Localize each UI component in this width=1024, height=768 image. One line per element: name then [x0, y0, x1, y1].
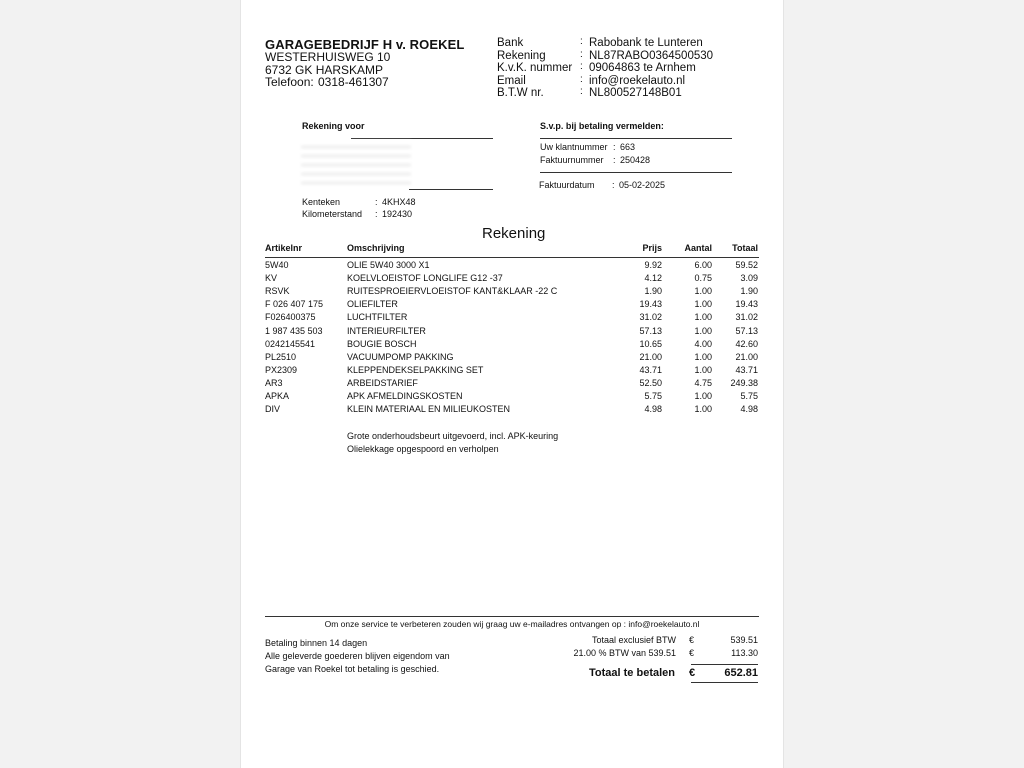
payment-term: Garage van Roekel tot betaling is geschied.	[265, 664, 440, 674]
item-code: APKA	[265, 391, 290, 401]
item-description: VACUUMPOMP PAKKING	[347, 351, 454, 362]
bank-info-value: NL87RABO0364500530	[589, 49, 714, 62]
mileage-value: 192430	[382, 209, 413, 219]
item-price: 5.75	[644, 391, 662, 401]
work-note: Grote onderhoudsbeurt uitgevoerd, incl. APK-keuring	[347, 431, 559, 441]
item-description: KOELVLOEISTOF LONGLIFE G12 -37	[347, 273, 503, 284]
header-price: Prijs	[642, 243, 662, 253]
invoice-date: 05-02-2025	[619, 180, 666, 190]
item-quantity: 4.75	[694, 377, 712, 388]
plate-value: 4KHX48	[382, 197, 416, 207]
document-title: Rekening	[482, 225, 546, 242]
item-code: KV	[265, 273, 278, 284]
footer-rule	[265, 616, 759, 617]
item-code: PL2510	[265, 351, 297, 362]
item-quantity: 4.00	[694, 338, 712, 349]
header-description: Omschrijving	[347, 243, 405, 253]
item-price: 57.13	[639, 325, 662, 336]
item-price: 31.02	[639, 312, 662, 323]
item-price: 4.12	[644, 273, 662, 284]
item-quantity: 1.00	[694, 325, 712, 336]
header-code: Artikelnr	[265, 243, 303, 253]
invoice-page	[241, 0, 783, 768]
bank-info-label: Rekening	[497, 49, 546, 62]
invoice-label: Faktuurnummer	[540, 155, 604, 165]
item-price: 1.90	[644, 286, 662, 297]
item-total: 57.13	[735, 325, 758, 336]
item-quantity: 6.00	[694, 260, 712, 270]
item-description: ARBEIDSTARIEF	[347, 377, 418, 388]
header-total: Totaal	[732, 243, 758, 253]
invoice-colon: :	[613, 155, 616, 165]
item-code: PX2309	[265, 364, 298, 375]
mileage-label: Kilometerstand	[302, 209, 363, 219]
item-code: 1 987 435 503	[265, 325, 323, 336]
customer-label: Uw klantnummer	[540, 142, 608, 152]
bank-info-colon: :	[580, 36, 583, 47]
bank-info-label: Bank	[497, 37, 524, 49]
item-quantity: 1.00	[694, 404, 712, 415]
item-description: OLIEFILTER	[347, 299, 398, 310]
customer-colon: :	[613, 142, 616, 152]
excl-label: Totaal exclusief BTW	[591, 635, 676, 645]
excl-value: 539.51	[730, 635, 758, 645]
bank-info-label: Email	[497, 74, 526, 87]
company-phone: 0318-461307	[318, 75, 389, 89]
excl-currency: €	[689, 635, 695, 645]
service-note: Om onze service te verbeteren zouden wij graag uw e-mailadres ontvangen op : info@roekelauto.nl	[324, 619, 700, 629]
payment-bottom-rule	[540, 172, 732, 173]
item-price: 21.00	[639, 351, 662, 362]
work-note: Olielekkage opgespoord en verholpen	[347, 444, 499, 454]
date-label: Faktuurdatum	[539, 180, 595, 190]
item-quantity: 1.00	[694, 299, 712, 310]
item-price: 52.50	[639, 377, 662, 388]
item-price: 43.71	[639, 364, 662, 375]
item-price: 19.43	[639, 299, 662, 310]
company-street: WESTERHUISWEG 10	[265, 50, 391, 64]
bank-info-value: 09064863 te Arnhem	[589, 62, 696, 75]
payment-term: Betaling binnen 14 dagen	[265, 638, 368, 648]
payment-top-rule	[540, 138, 732, 139]
bank-info-label: K.v.K. nummer	[497, 62, 573, 75]
item-description: KLEPPENDEKSELPAKKING SET	[347, 364, 484, 375]
bank-info-colon: :	[580, 48, 583, 60]
vat-currency: €	[689, 648, 695, 658]
item-total: 31.02	[735, 312, 758, 323]
item-total: 43.71	[735, 364, 758, 375]
invoice-number: 250428	[620, 155, 651, 165]
item-total: 4.98	[740, 404, 758, 415]
payment-heading: S.v.p. bij betaling vermelden:	[540, 121, 664, 131]
customer-number: 663	[620, 142, 636, 152]
item-description: KLEIN MATERIAAL EN MILIEUKOSTEN	[347, 404, 511, 415]
item-price: 9.92	[644, 260, 662, 270]
item-total: 249.38	[730, 377, 758, 388]
item-description: INTERIEURFILTER	[347, 325, 426, 336]
item-code: AR3	[265, 377, 283, 388]
bank-info-label: B.T.W nr.	[497, 87, 544, 100]
total-bottom-rule	[691, 682, 758, 683]
item-quantity: 1.00	[694, 364, 712, 375]
item-total: 1.90	[740, 286, 758, 297]
item-price: 10.65	[639, 338, 662, 349]
item-description: BOUGIE BOSCH	[347, 338, 417, 349]
item-quantity: 1.00	[694, 351, 712, 362]
address-bottom-rule	[409, 189, 493, 190]
item-code: RSVK	[265, 286, 290, 297]
item-quantity: 0.75	[694, 273, 712, 284]
item-total: 19.43	[735, 299, 758, 310]
item-description: LUCHTFILTER	[347, 312, 408, 323]
bank-info-colon: :	[580, 86, 583, 98]
bank-info-value: NL800527148B01	[589, 87, 682, 100]
plate-colon: :	[375, 197, 378, 207]
item-total: 59.52	[735, 260, 758, 270]
plate-label: Kenteken	[302, 197, 341, 207]
item-price: 4.98	[644, 404, 662, 415]
grand-total-value: 652.81	[724, 667, 758, 679]
grand-total-currency: €	[689, 667, 696, 679]
payment-term: Alle geleverde goederen blijven eigendom van	[265, 651, 450, 661]
company-city: 6732 GK HARSKAMP	[265, 63, 384, 77]
vat-value: 113.30	[731, 648, 758, 658]
mileage-colon: :	[375, 209, 378, 219]
item-total: 42.60	[735, 338, 758, 349]
bank-info-value: info@roekelauto.nl	[589, 74, 686, 87]
billing-heading: Rekening voor	[302, 121, 365, 131]
bank-info-colon: :	[580, 61, 583, 73]
header-quantity: Aantal	[684, 243, 712, 253]
bank-info-colon: :	[580, 73, 583, 85]
item-total: 21.00	[735, 351, 758, 362]
item-quantity: 1.00	[694, 312, 712, 323]
header-rule	[265, 257, 759, 258]
item-total: 5.75	[740, 391, 758, 401]
item-code: DIV	[265, 404, 281, 415]
company-phone-label: Telefoon:	[265, 75, 314, 89]
item-code: F026400375	[265, 312, 316, 323]
item-quantity: 1.00	[694, 286, 712, 297]
item-quantity: 1.00	[694, 391, 712, 401]
date-colon: :	[612, 180, 615, 190]
company-name: GARAGEBEDRIJF H v. ROEKEL	[265, 37, 465, 52]
item-total: 3.09	[740, 273, 758, 284]
item-code: F 026 407 175	[265, 299, 324, 310]
item-description: OLIE 5W40 3000 X1	[347, 260, 430, 270]
bank-info-value: Rabobank te Lunteren	[589, 37, 703, 49]
item-code: 0242145541	[265, 338, 316, 349]
vat-label: 21.00 % BTW van 539.51	[573, 648, 676, 658]
address-top-rule	[351, 138, 493, 139]
item-code: 5W40	[265, 260, 289, 270]
grand-total-label: Totaal te betalen	[589, 667, 675, 679]
item-description: RUITESPROEIERVLOEISTOF KANT&KLAAR -22 C	[347, 286, 558, 297]
redacted-address	[301, 140, 411, 188]
item-description: APK AFMELDINGSKOSTEN	[347, 391, 463, 401]
total-top-rule	[691, 664, 758, 665]
